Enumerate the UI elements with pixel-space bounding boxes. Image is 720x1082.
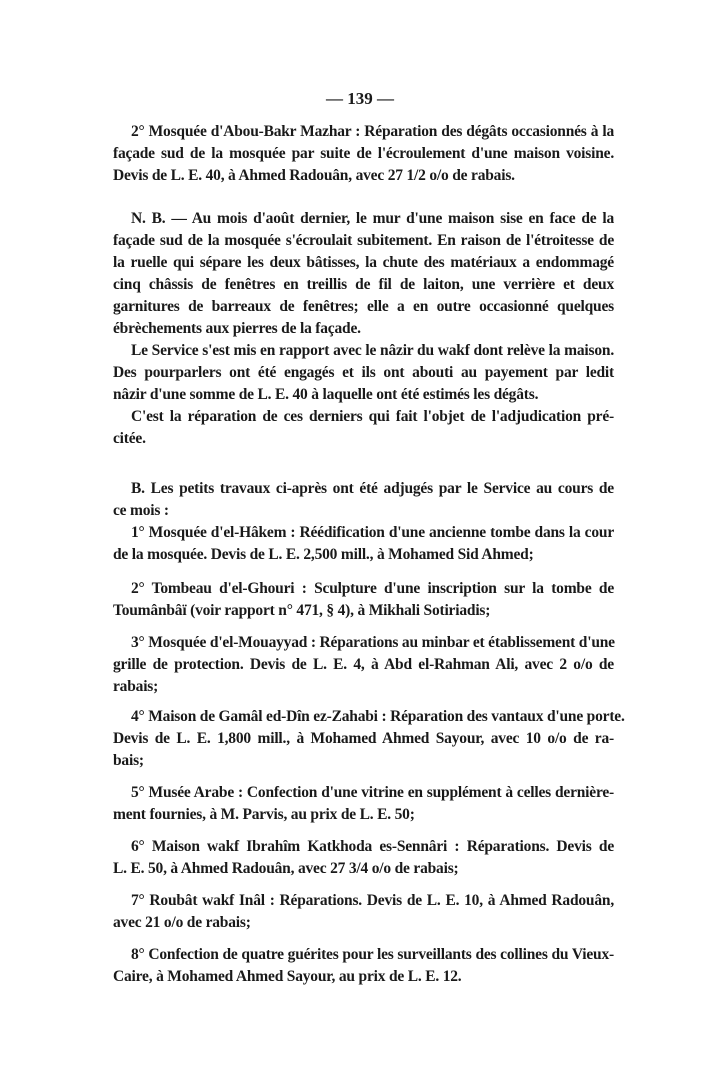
paragraph-first-line: N. B. — Au mois d'août dernier, le mur d'une maison sise en face de la (131, 210, 614, 227)
paragraph-line: façade sud de la mosquée s'écroulait subitement. En raison de l'étroitesse de (113, 232, 614, 249)
paragraph-first-line: 6° Maison wakf Ibrahîm Katkhoda es-Sennâri : Réparations. Devis de (131, 838, 614, 855)
paragraph-line: rabais; (113, 678, 159, 695)
paragraph-line: avec 21 o/o de rabais; (113, 914, 251, 931)
paragraph-line: Des pourparlers ont été engagés et ils ont abouti au payement par ledit (113, 364, 614, 381)
paragraph-line: ce mois : (113, 502, 169, 519)
paragraph-first-line: 3° Mosquée d'el-Mouayyad : Réparations au minbar et établissement d'une (131, 634, 615, 651)
paragraph-line: de la mosquée. Devis de L. E. 2,500 mill., à Mohamed Sid Ahmed; (113, 546, 534, 563)
paragraph-line: façade sud de la mosquée par suite de l'écroulement d'une maison voisine. (113, 145, 614, 162)
paragraph-first-line: C'est la réparation de ces derniers qui fait l'objet de l'adjudication pré- (131, 408, 614, 425)
paragraph-line: Devis de L. E. 40, à Ahmed Radouân, avec 27 1/2 o/o de rabais. (113, 167, 515, 184)
paragraph-line: ment fournies, à M. Parvis, au prix de L. E. 50; (113, 806, 415, 823)
paragraph-line: la ruelle qui sépare les deux bâtisses, la chute des matériaux a endommagé (113, 254, 614, 271)
paragraph-first-line: Le Service s'est mis en rapport avec le nâzir du wakf dont relève la maison. (131, 342, 614, 359)
paragraph-first-line: 8° Confection de quatre guérites pour les surveillants des collines du Vieux- (131, 946, 614, 963)
page-number: — 139 — (326, 89, 394, 108)
paragraph-line: grille de protection. Devis de L. E. 4, à Abd el-Rahman Ali, avec 2 o/o de (113, 656, 614, 673)
paragraph-line: ébrèchements aux pierres de la façade. (113, 320, 361, 337)
paragraph-first-line: 4° Maison de Gamâl ed-Dîn ez-Zahabi : Réparation des vantaux d'une porte. (131, 708, 625, 725)
paragraph-first-line: 2° Mosquée d'Abou-Bakr Mazhar : Réparation des dégâts occasionnés à la (131, 123, 614, 140)
paragraph-line: citée. (113, 430, 146, 447)
paragraph-first-line: B. Les petits travaux ci-après ont été adjugés par le Service au cours de (131, 480, 614, 497)
paragraph-line: nâzir d'une somme de L. E. 40 à laquelle ont été estimés les dégâts. (113, 386, 539, 403)
paragraph-line: garnitures de barreaux de fenêtres; elle a en outre occasionné quelques (113, 298, 614, 315)
paragraph-first-line: 2° Tombeau d'el-Ghouri : Sculpture d'une inscription sur la tombe de (131, 580, 614, 597)
paragraph-line: bais; (113, 752, 144, 769)
paragraph-first-line: 7° Roubât wakf Inâl : Réparations. Devis de L. E. 10, à Ahmed Radouân, (131, 892, 614, 909)
paragraph-line: Toumânbâï (voir rapport n° 471, § 4), à Mikhali Sotiriadis; (113, 602, 491, 619)
paragraph-first-line: 1° Mosquée d'el-Hâkem : Réédification d'une ancienne tombe dans la cour (131, 524, 614, 541)
paragraph-first-line: 5° Musée Arabe : Confection d'une vitrine en supplément à celles dernière- (131, 784, 614, 801)
paragraph-line: Caire, à Mohamed Ahmed Sayour, au prix de L. E. 12. (113, 968, 462, 985)
paragraph-line: L. E. 50, à Ahmed Radouân, avec 27 3/4 o/o de rabais; (113, 860, 459, 877)
paragraph-line: Devis de L. E. 1,800 mill., à Mohamed Ahmed Sayour, avec 10 o/o de ra- (113, 730, 614, 747)
paragraph-line: cinq châssis de fenêtres en treillis de fil de laiton, une verrière et deux (113, 276, 614, 293)
